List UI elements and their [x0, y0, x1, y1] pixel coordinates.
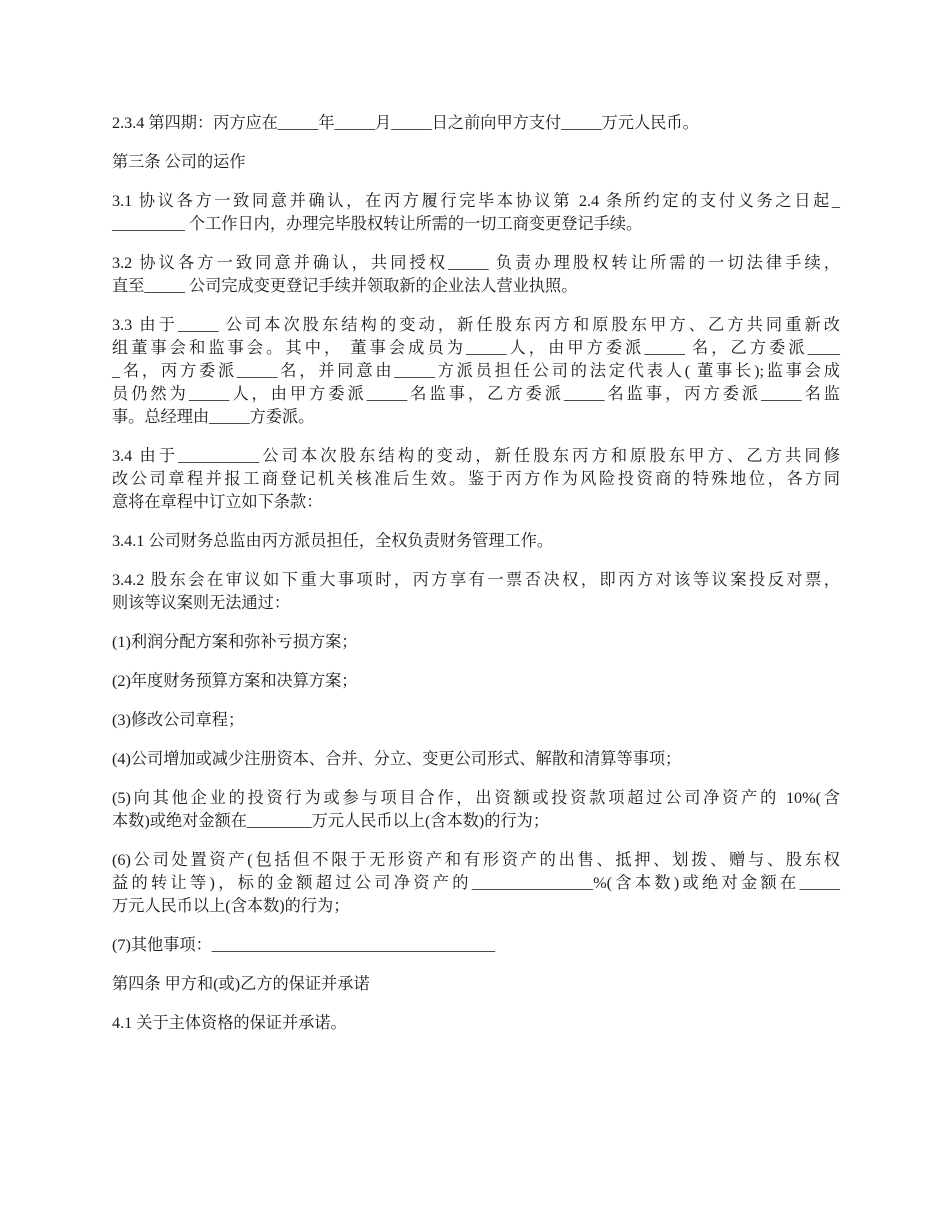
text-line: 改公司章程并报工商登记机关核准后生效。鉴于丙方作为风险投资商的特殊地位，各方同	[112, 470, 840, 488]
text-line: (1)利润分配方案和弥补亏损方案；	[112, 633, 358, 651]
text-line: _名，丙方委派_____名，并同意由_____方派员担任公司的法定代表人( 董事长);监事会成	[112, 362, 840, 380]
text-line: 4.1 关于主体资格的保证并承诺。	[112, 1014, 347, 1032]
list-item-1	[112, 631, 840, 654]
text-line: 益的转让等)，标的金额超过公司净资产的_______________%(含本数)或绝对金额在_____	[112, 874, 840, 892]
clause-2-3-4	[112, 112, 840, 135]
clause-3-4	[112, 445, 840, 514]
text-line: _________ 个工作日内，办理完毕股权转让所需的一切工商变更登记手续。	[112, 215, 643, 233]
list-item-2	[112, 670, 840, 693]
list-item-3	[112, 709, 840, 732]
article-4-heading	[112, 973, 840, 996]
text-line: 万元人民币以上(含本数)的行为；	[112, 897, 350, 915]
text-line: 第四条 甲方和(或)乙方的保证并承诺	[112, 975, 370, 993]
text-line: (2)年度财务预算方案和决算方案；	[112, 672, 358, 690]
text-line: (6)公司处置资产(包括但不限于无形资产和有形资产的出售、抵押、划拨、赠与、股东权	[112, 851, 840, 869]
text-line: (7)其他事项：___________________________________	[112, 936, 496, 954]
list-item-7	[112, 934, 840, 957]
text-line: 3.1 协议各方一致同意并确认，在丙方履行完毕本协议第 2.4 条所约定的支付义务之日起_	[112, 192, 840, 210]
text-line: 3.3 由于_____ 公司本次股东结构的变动，新任股东丙方和原股东甲方、乙方共同重新改	[112, 316, 840, 334]
text-line: 组董事会和监事会。其中， 董事会成员为_____人，由甲方委派_____ 名，乙方委派____	[112, 339, 840, 357]
text-line: 意将在章程中订立如下条款：	[112, 493, 323, 511]
text-line: (4)公司增加或减少注册资本、合并、分立、变更公司形式、解散和清算等事项；	[112, 750, 682, 768]
text-line: 3.4.2 股东会在审议如下重大事项时，丙方享有一票否决权，即丙方对该等议案投反对票，	[112, 571, 840, 589]
text-line: 事。总经理由_____方委派。	[112, 408, 315, 426]
list-item-4	[112, 748, 840, 771]
article-3-heading	[112, 151, 840, 174]
text-line: 第三条 公司的运作	[112, 153, 246, 171]
clause-3-3	[112, 314, 840, 429]
clause-3-4-2	[112, 569, 840, 615]
text-line: 则该等议案则无法通过：	[112, 594, 291, 612]
document-page	[112, 112, 840, 1051]
text-line: 直至_____ 公司完成变更登记手续并领取新的企业法人营业执照。	[112, 277, 578, 295]
text-line: 3.2 协议各方一致同意并确认，共同授权_____ 负责办理股权转让所需的一切法律手续，	[112, 254, 840, 272]
list-item-6	[112, 849, 840, 918]
clause-3-4-1	[112, 530, 840, 553]
text-line: 本数)或绝对金额在________万元人民币以上(含本数)的行为；	[112, 812, 550, 830]
text-line: (3)修改公司章程；	[112, 711, 245, 729]
text-line: 3.4 由于__________公司本次股东结构的变动，新任股东丙方和原股东甲方、乙方共同修	[112, 447, 840, 465]
text-line: 员仍然为_____人，由甲方委派_____名监事，乙方委派_____名监事，丙方委派_____名监	[112, 385, 840, 403]
clause-3-1	[112, 190, 840, 236]
text-line: 2.3.4 第四期：丙方应在_____年_____月_____日之前向甲方支付_____万元人民币。	[112, 114, 699, 132]
clause-4-1	[112, 1012, 840, 1035]
list-item-5	[112, 787, 840, 833]
text-line: (5)向其他企业的投资行为或参与项目合作，出资额或投资款项超过公司净资产的 10%(含	[112, 789, 840, 807]
clause-3-2	[112, 252, 840, 298]
text-line: 3.4.1 公司财务总监由丙方派员担任，全权负责财务管理工作。	[112, 532, 554, 550]
